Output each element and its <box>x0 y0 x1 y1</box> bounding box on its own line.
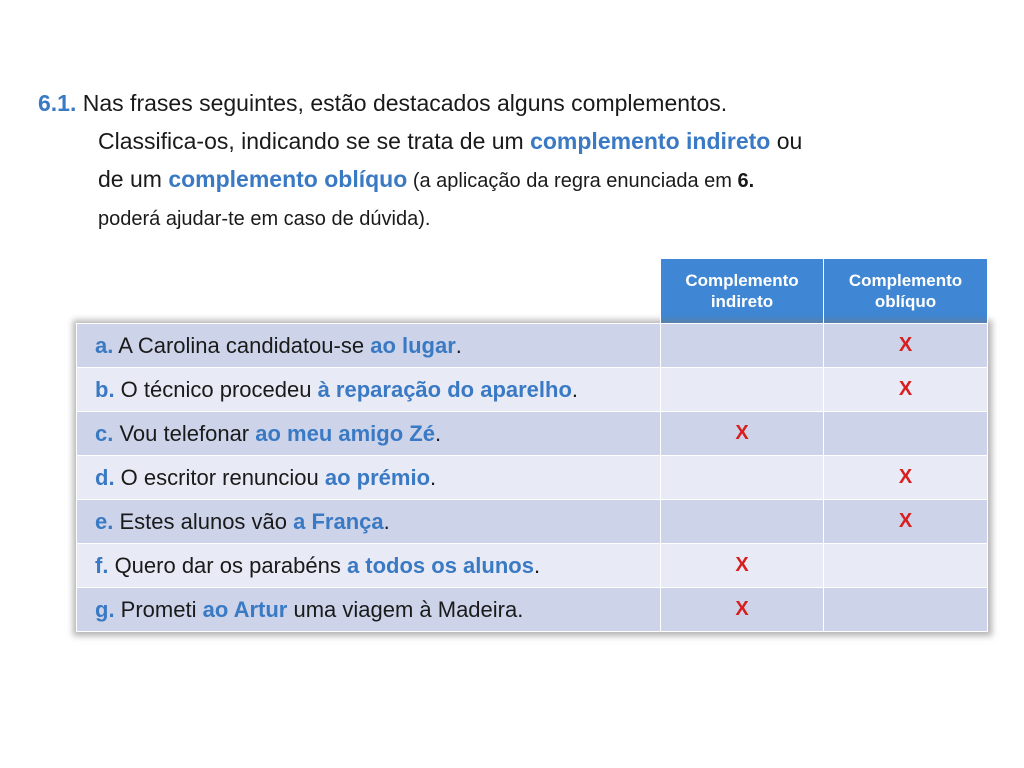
header-complemento-obliquo: Complemento oblíquo <box>824 259 988 324</box>
instruction-line-1: 6.1. Nas frases seguintes, estão destacados alguns complementos. <box>38 90 728 116</box>
obliquo-cell <box>824 544 988 588</box>
obliquo-cell: X <box>824 456 988 500</box>
table-row <box>77 412 988 456</box>
item-letter: f. <box>95 552 109 578</box>
highlighted-complement: ao lugar <box>370 332 456 358</box>
obliquo-cell <box>824 588 988 632</box>
sentence-cell: g. Prometi ao Artur uma viagem à Madeira. <box>77 588 661 632</box>
item-letter: b. <box>95 376 115 402</box>
indireto-cell <box>661 500 824 544</box>
table-row <box>77 500 988 544</box>
indireto-cell: X <box>661 544 824 588</box>
header-empty-cell <box>77 259 661 324</box>
obliquo-cell <box>824 412 988 456</box>
item-letter: e. <box>95 508 114 534</box>
indireto-cell <box>661 368 824 412</box>
classification-table <box>76 258 988 632</box>
obliquo-cell: X <box>824 500 988 544</box>
instruction-text <box>38 84 988 238</box>
header-complemento-indireto: Complemento indireto <box>661 259 824 324</box>
sentence-cell: b. O técnico procedeu à reparação do aparelho. <box>77 368 661 412</box>
obliquo-cell: X <box>824 368 988 412</box>
highlighted-complement: à reparação do aparelho <box>317 376 572 402</box>
keyword-complemento-obliquo: complemento oblíquo <box>168 166 408 192</box>
table-row <box>77 588 988 632</box>
instruction-line-3: de um complemento oblíquo (a aplicação da regra enunciada em 6. <box>98 166 755 192</box>
table-header-row <box>77 259 988 324</box>
indireto-cell <box>661 456 824 500</box>
table-row <box>77 368 988 412</box>
item-letter: d. <box>95 464 115 490</box>
obliquo-cell: X <box>824 324 988 368</box>
sentence-cell: c. Vou telefonar ao meu amigo Zé. <box>77 412 661 456</box>
instruction-line-2: Classifica-os, indicando se se trata de um complemento indireto ou <box>98 128 803 154</box>
table-row <box>77 456 988 500</box>
rule-reference: 6. <box>737 170 755 192</box>
highlighted-complement: ao Artur <box>202 596 288 622</box>
sentence-cell: d. O escritor renunciou ao prémio. <box>77 456 661 500</box>
table-row <box>77 324 988 368</box>
table-row <box>77 544 988 588</box>
indireto-cell: X <box>661 588 824 632</box>
keyword-complemento-indireto: complemento indireto <box>530 128 771 154</box>
highlighted-complement: a França <box>293 508 384 534</box>
indireto-cell <box>661 324 824 368</box>
highlighted-complement: ao prémio <box>324 464 431 490</box>
sentence-cell: f. Quero dar os parabéns a todos os alunos. <box>77 544 661 588</box>
exercise-number: 6.1. <box>38 90 77 116</box>
item-letter: g. <box>95 596 115 622</box>
item-letter: a. <box>95 332 114 358</box>
indireto-cell: X <box>661 412 824 456</box>
sentence-cell: a. A Carolina candidatou-se ao lugar. <box>77 324 661 368</box>
instruction-line-4: poderá ajudar-te em caso de dúvida). <box>98 208 431 230</box>
highlighted-complement: ao meu amigo Zé <box>255 420 435 446</box>
highlighted-complement: a todos os alunos <box>346 552 534 578</box>
sentence-cell: e. Estes alunos vão a França. <box>77 500 661 544</box>
item-letter: c. <box>95 420 114 446</box>
